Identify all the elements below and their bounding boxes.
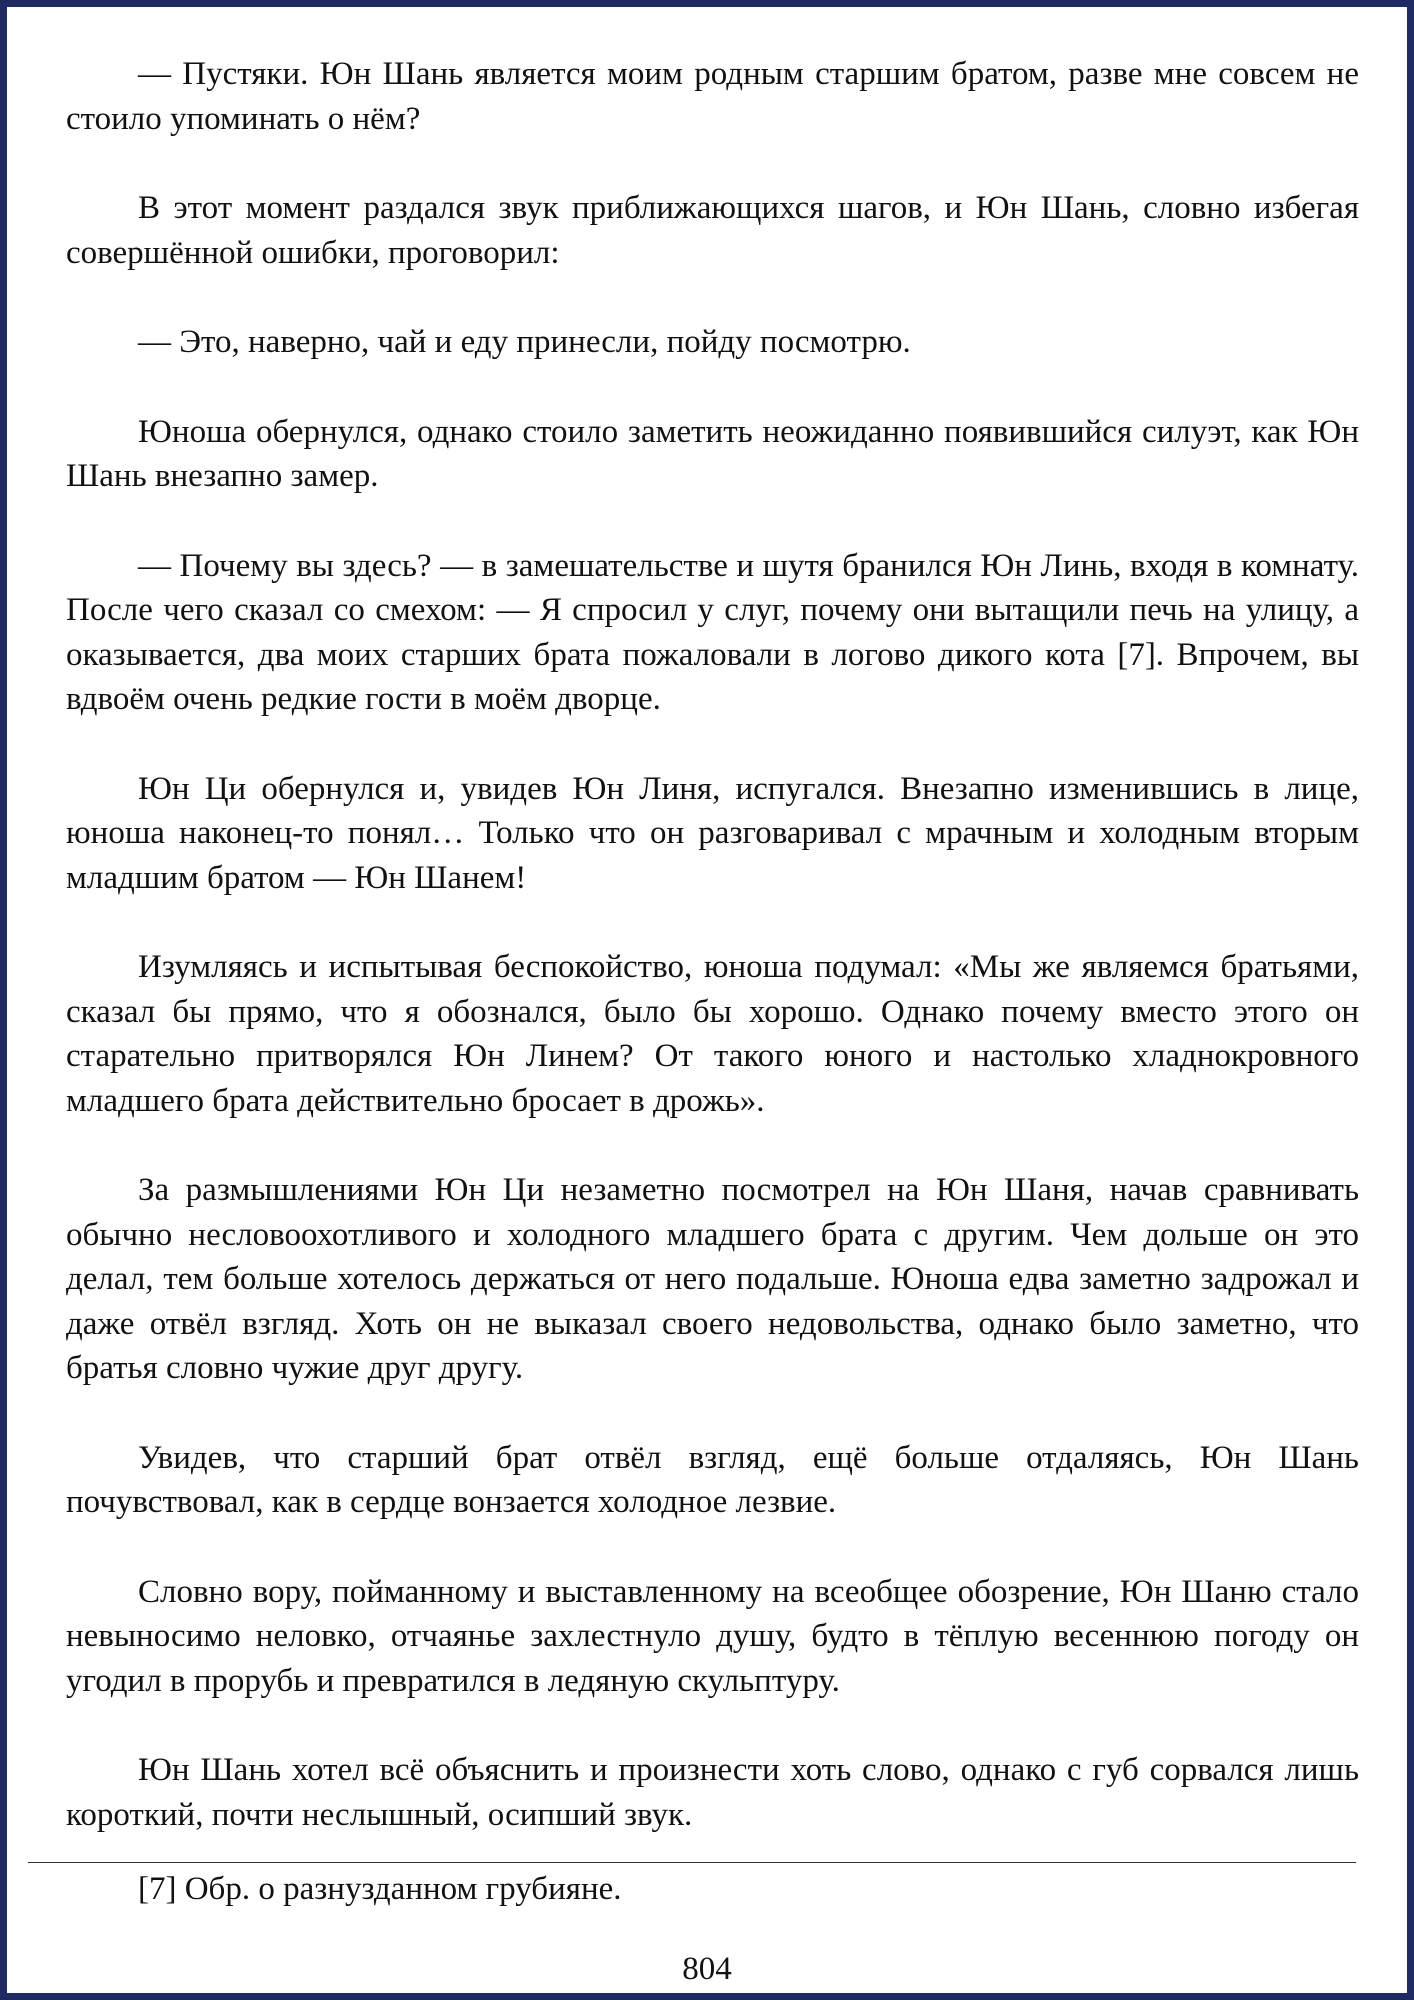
footnote-divider <box>28 1862 1356 1863</box>
paragraph-2: В этот момент раздался звук приближающихся шагов, и Юн Шань, словно избегая совершённой ошибки, проговорил: <box>66 190 1359 271</box>
paragraph-9: Увидев, что старший брат отвёл взгляд, ещё больше отдаляясь, Юн Шань почувствовал, как в сердце вонзается холодное лезвие. <box>66 1439 1359 1520</box>
paragraph-5: — Почему вы здесь? — в замешательстве и шутя бранился Юн Линь, входя в комнату. После чего сказал со смехом: — Я спросил у слуг, почему они вытащили печь на улицу, а оказывается, два моих старших брата пожаловали в логово дикого кота [7]. Впрочем, вы вдвоём очень редкие гости в моём дворце. <box>66 547 1359 717</box>
paragraph-7: Изумляясь и испытывая беспокойство, юноша подумал: «Мы же являемся братьями, сказал бы прямо, что я обознался, было бы хорошо. Однако почему вместо этого он старательно притворялся Юн Линем? От такого юного и настолько хладнокровного младшего брата действительно бросает в дрожь». <box>66 949 1359 1119</box>
paragraph-11: Юн Шань хотел всё объяснить и произнести хоть слово, однако с губ сорвался лишь короткий, почти неслышный, осипший звук. <box>66 1752 1359 1833</box>
paragraph-8: За размышлениями Юн Ци незаметно посмотрел на Юн Шаня, начав сравнивать обычно несловоохотливого и холодного младшего брата с другим. Чем дольше он это делал, тем больше хотелось держаться от него подальше. Юноша едва заметно задрожал и даже отвёл взгляд. Хоть он не выказал своего недовольства, однако было заметно, что братья словно чужие друг другу. <box>66 1172 1359 1386</box>
footnote: [7] Обр. о разнузданном грубияне. <box>138 1871 622 1907</box>
paragraph-6: Юн Ци обернулся и, увидев Юн Линя, испугался. Внезапно изменившись в лице, юноша наконец-то понял… Только что он разговаривал с мрачным и холодным вторым младшим братом — Юн Шанем! <box>66 770 1359 896</box>
main-text <box>66 52 1359 1882</box>
page-number: 804 <box>682 1951 732 1987</box>
paragraph-3: — Это, наверно, чай и еду принесли, пойду посмотрю. <box>138 324 911 360</box>
paragraph-1: — Пустяки. Юн Шань является моим родным старшим братом, разве мне совсем не стоило упоминать о нём? <box>66 56 1359 137</box>
paragraph-4: Юноша обернулся, однако стоило заметить неожиданно появившийся силуэт, как Юн Шань внезапно замер. <box>66 413 1359 494</box>
paragraph-10: Словно вору, пойманному и выставленному на всеобщее обозрение, Юн Шаню стало невыносимо неловко, отчаянье захлестнуло душу, будто в тёплую весеннюю погоду он угодил в прорубь и превратился в ледяную скульптуру. <box>66 1573 1359 1699</box>
